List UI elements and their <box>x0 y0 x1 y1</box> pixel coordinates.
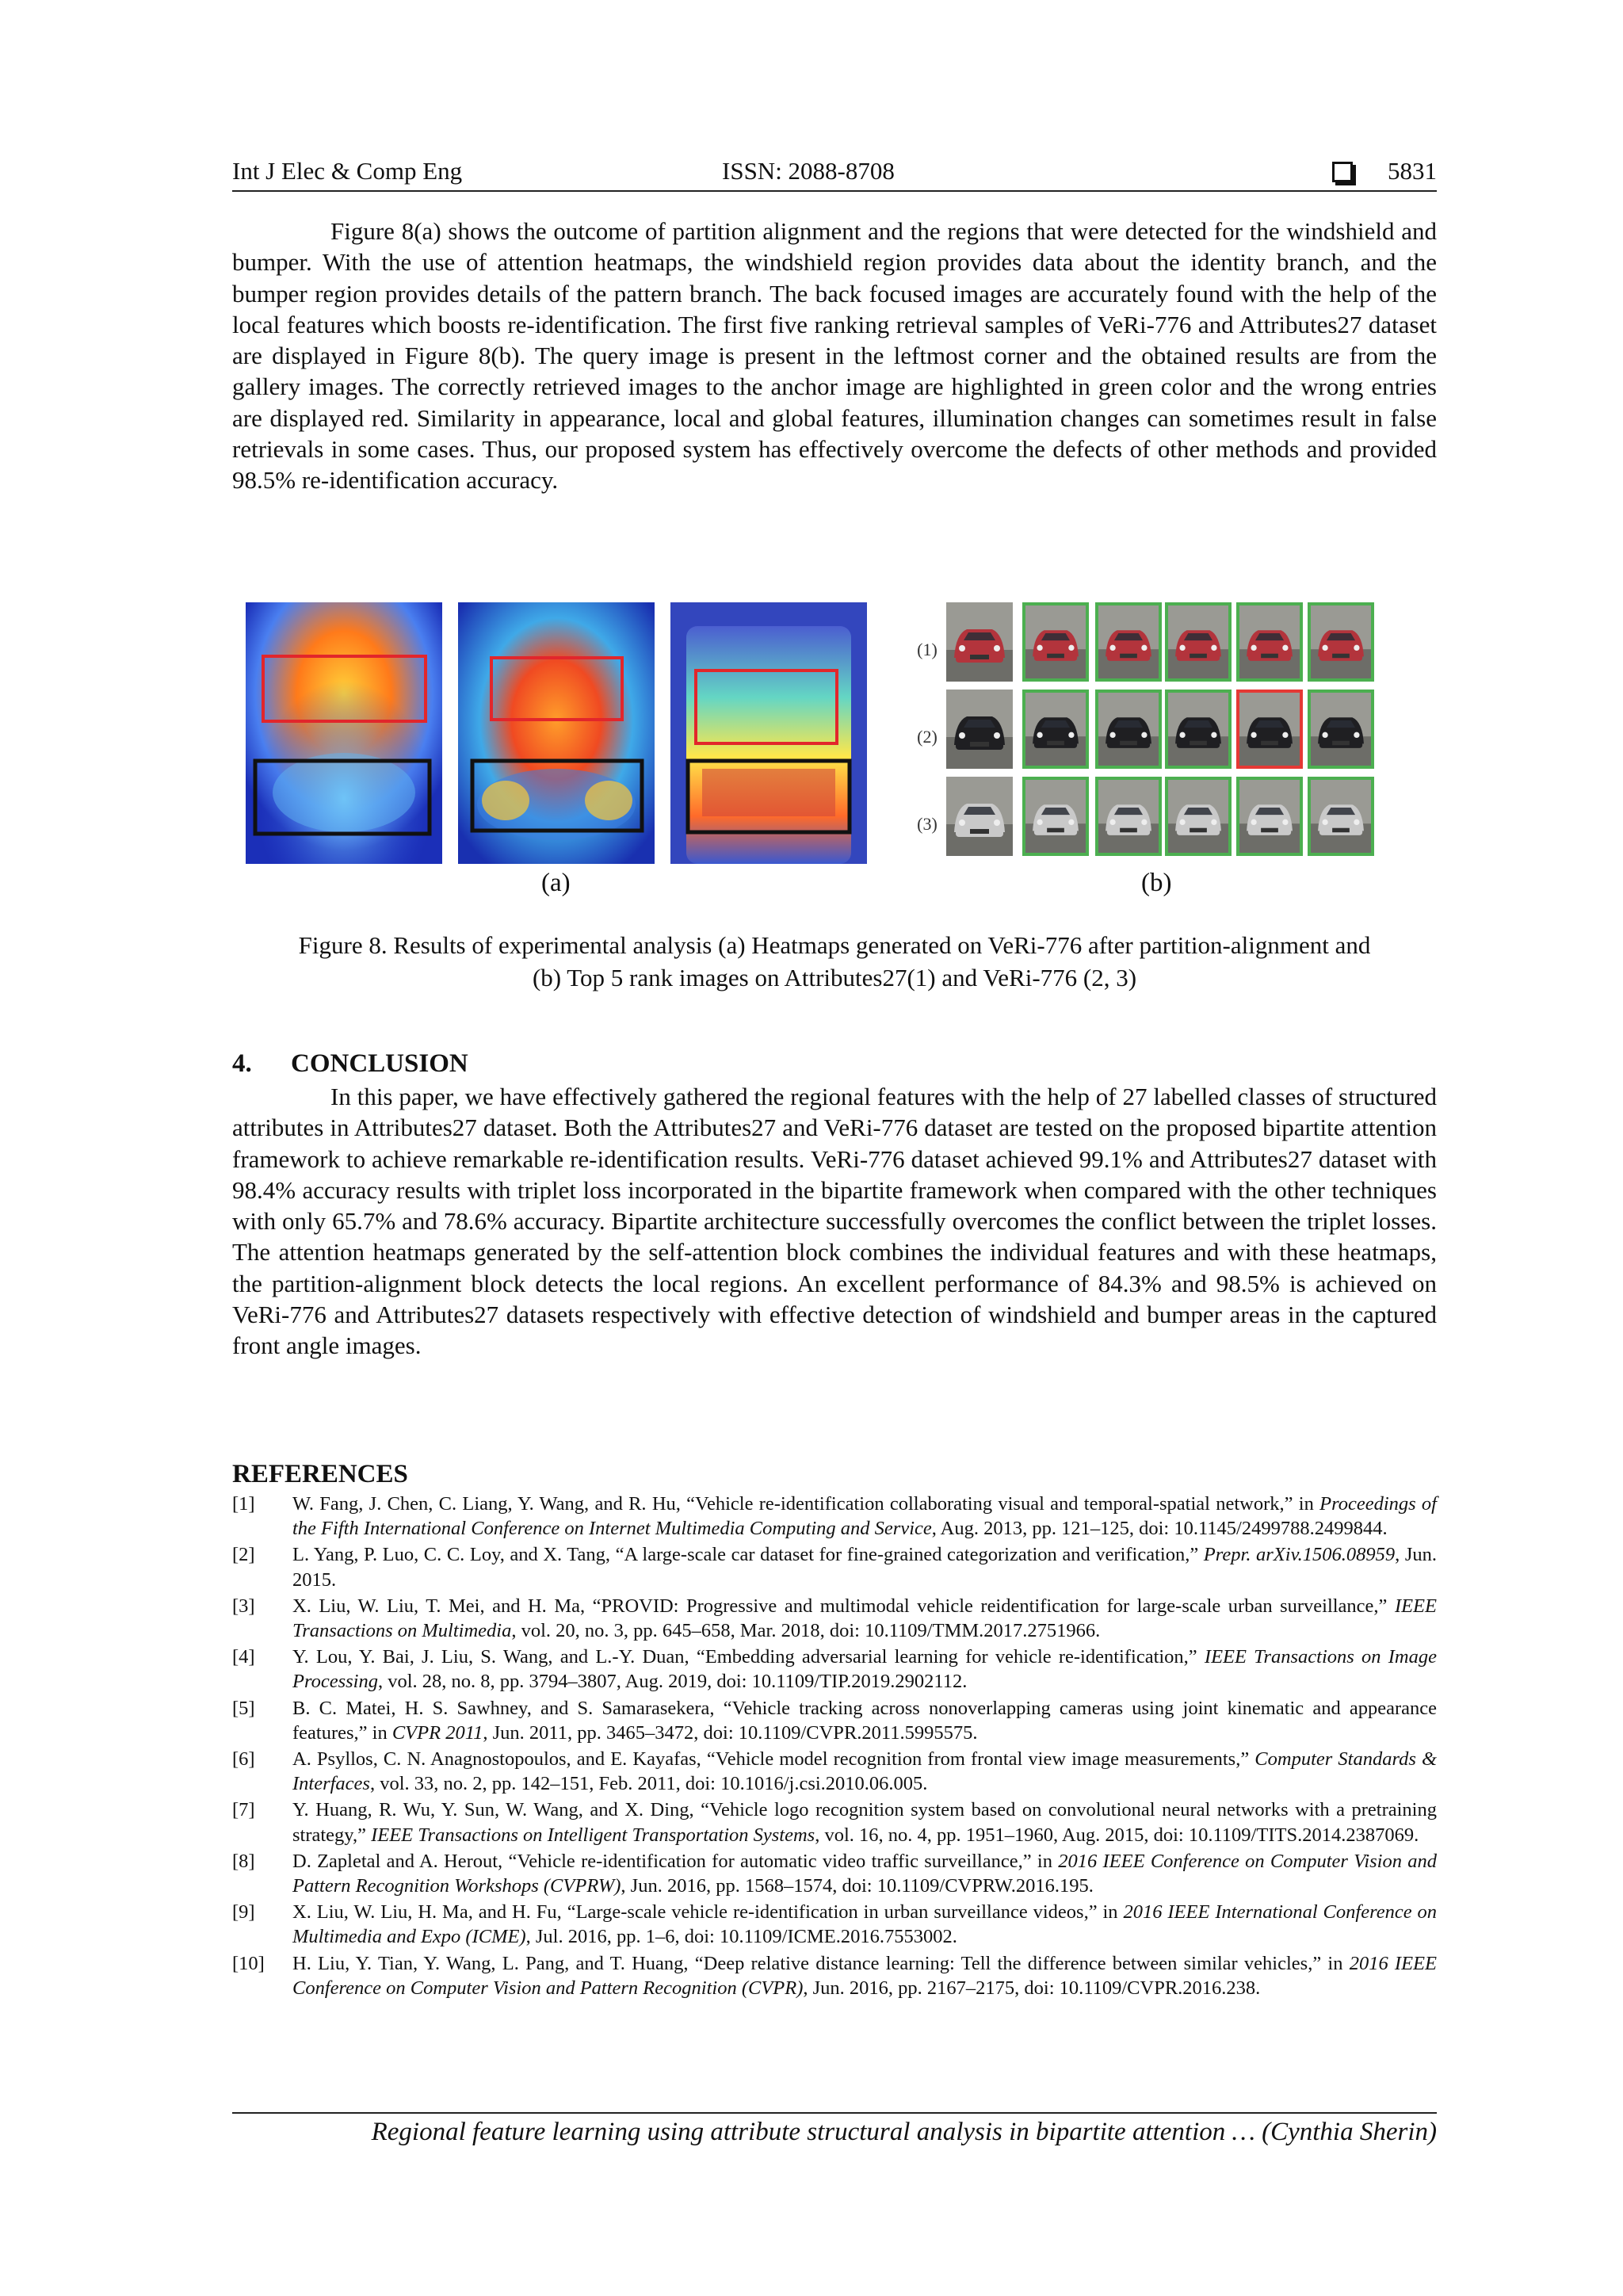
reference-text: H. Liu, Y. Tian, Y. Wang, L. Pang, and T. Huang, “Deep relative distance learning: Tell the difference between similar vehicles,” in <box>292 1952 1350 1974</box>
section-heading <box>232 1049 468 1079</box>
row-label-2: (2) <box>917 727 938 747</box>
reference-text: A. Psyllos, C. N. Anagnostopoulos, and E. Kayafas, “Vehicle model recognition from frontal view image measurements,” <box>292 1748 1255 1771</box>
correct-result-image <box>1095 602 1162 682</box>
reference-number: [3] <box>232 1595 255 1617</box>
reference-number: [5] <box>232 1697 255 1719</box>
reference-venue: 2016 IEEE Conference on Computer Vision and Pattern Recognition Workshops (CVPRW) <box>292 1850 1438 1897</box>
reference-number: [1] <box>232 1493 255 1515</box>
reference-details: , Jun. 2016, pp. 1568–1574, doi: 10.1109/CVPRW.2016.195. <box>621 1875 1094 1897</box>
correct-result-image <box>1095 690 1162 769</box>
journal-name: Int J Elec & Comp Eng <box>232 157 463 185</box>
correct-result-image <box>1308 777 1374 856</box>
figure-label-b: (b) <box>1141 869 1172 897</box>
reference-item <box>232 1797 1437 1847</box>
reference-item <box>232 1645 1437 1694</box>
wrong-result-image <box>1236 690 1303 769</box>
section-title: CONCLUSION <box>291 1049 468 1078</box>
footer-rule <box>232 2112 1437 2114</box>
reference-item <box>232 1696 1437 1745</box>
reference-details: , Jul. 2016, pp. 1–6, doi: 10.1109/ICME.2016.7553002. <box>525 1926 957 1948</box>
reference-text: Y. Huang, R. Wu, Y. Sun, W. Wang, and X. Ding, “Vehicle logo recognition system based on convolutional neural networks with a pretraining strategy,” <box>292 1799 1437 1846</box>
reference-text: B. C. Matei, H. S. Sawhney, and S. Samarasekera, “Vehicle tracking across nonoverlapping cameras using joint kinematic and appearance features,” in <box>292 1697 1437 1744</box>
correct-result-image <box>1308 690 1374 769</box>
query-image <box>946 602 1013 682</box>
reference-item <box>232 1900 1437 1949</box>
references-heading: REFERENCES <box>232 1460 408 1488</box>
correct-result-image <box>1308 602 1374 682</box>
running-header <box>232 155 1437 192</box>
query-image <box>946 690 1013 769</box>
query-image <box>946 777 1013 856</box>
reference-text: D. Zapletal and A. Herout, “Vehicle re-identification for automatic video traffic surveillance,” in <box>292 1850 1059 1872</box>
reference-details: , Aug. 2013, pp. 121–125, doi: 10.1145/2499788.2499844. <box>931 1518 1388 1540</box>
reference-details: , vol. 28, no. 8, pp. 3794–3807, Aug. 2019, doi: 10.1109/TIP.2019.2902112. <box>377 1671 968 1693</box>
correct-result-image <box>1165 690 1232 769</box>
reference-details: , vol. 20, no. 3, pp. 645–658, Mar. 2018, doi: 10.1109/TMM.2017.2751966. <box>511 1620 1101 1642</box>
correct-result-image <box>1165 602 1232 682</box>
correct-result-image <box>1022 602 1089 682</box>
reference-text: X. Liu, W. Liu, T. Mei, and H. Ma, “PROVID: Progressive and multimodal vehicle reidentification for large-scale urban surveillance,” <box>292 1595 1395 1617</box>
heatmap-image-1 <box>246 602 442 864</box>
correct-result-image <box>1022 777 1089 856</box>
reference-venue: 2016 IEEE Conference on Computer Vision and Pattern Recognition (CVPR) <box>292 1952 1437 1999</box>
reference-text: L. Yang, P. Luo, C. C. Loy, and X. Tang, “A large-scale car dataset for fine-grained categorization and verification,” <box>292 1544 1204 1566</box>
reference-text: W. Fang, J. Chen, C. Liang, Y. Wang, and R. Hu, “Vehicle re-identification collaborating visual and temporal-spatial network,” in <box>292 1493 1320 1515</box>
running-footer: Regional feature learning using attribute structural analysis in bipartite attention … (Cynthia Sherin) <box>371 2118 1437 2146</box>
conclusion-paragraph <box>232 1081 1437 1362</box>
intro-paragraph <box>232 216 1437 496</box>
conclusion-text: In this paper, we have effectively gathered the regional features with the help of 27 labelled classes of structured attributes in Attributes27 dataset. Both the Attributes27 and VeRi-776 dataset are tested on the proposed bipartite attention framework to achieve remarkable re-identification results. VeRi-776 dataset achieved 99.1% and Attributes27 dataset with 98.4% accuracy results with triplet loss incorporated in the bipartite framework when compared with the other techniques with only 65.7% and 78.6% accuracy. Bipartite architecture successfully overcomes the conflict between the triplet losses. The attention heatmaps generated by the self-attention block combines the individual features and with these heatmaps, the partition-alignment block detects the local regions. An excellent performance of 84.3% and 98.5% is achieved on VeRi-776 and Attributes27 datasets respectively with effective detection of windshield and bumper areas in the captured front angle images. <box>232 1083 1437 1360</box>
reference-details: , vol. 16, no. 4, pp. 1951–1960, Aug. 2015, doi: 10.1109/TITS.2014.2387069. <box>815 1824 1419 1846</box>
row-label-1: (1) <box>917 640 938 659</box>
section-number: 4. <box>232 1049 252 1078</box>
page-number: 5831 <box>1388 157 1437 185</box>
reference-item <box>232 1492 1437 1541</box>
correct-result-image <box>1095 777 1162 856</box>
references-list <box>232 1492 1437 2002</box>
reference-details: , Jun. 2015. <box>292 1544 1437 1591</box>
reference-details: , Jun. 2011, pp. 3465–3472, doi: 10.1109/CVPR.2011.5995575. <box>483 1721 978 1744</box>
reference-number: [7] <box>232 1799 255 1821</box>
correct-result-image <box>1236 602 1303 682</box>
reference-venue: IEEE Transactions on Intelligent Transportation Systems <box>371 1824 815 1846</box>
reference-venue: Proceedings of the Fifth International Conference on Internet Multimedia Computing and Service <box>292 1493 1437 1540</box>
reference-item <box>232 1542 1437 1591</box>
figure-label-a: (a) <box>541 869 571 897</box>
reference-item <box>232 1849 1437 1898</box>
retrieval-grid <box>911 594 1403 864</box>
reference-venue: IEEE Transactions on Image Processing <box>292 1646 1437 1693</box>
reference-text: X. Liu, W. Liu, H. Ma, and H. Fu, “Large-scale vehicle re-identification in urban surveillance videos,” in <box>292 1901 1124 1924</box>
reference-item <box>232 1747 1437 1796</box>
reference-text: Y. Lou, Y. Bai, J. Liu, S. Wang, and L.-Y. Duan, “Embedding adversarial learning for vehicle re-identification,” <box>292 1646 1205 1668</box>
issn: ISSN: 2088-8708 <box>722 157 895 185</box>
reference-number: [10] <box>232 1952 265 1974</box>
reference-venue: CVPR 2011 <box>391 1721 483 1744</box>
reference-number: [9] <box>232 1901 255 1924</box>
reference-number: [2] <box>232 1544 255 1566</box>
correct-result-image <box>1165 777 1232 856</box>
heatmap-image-2 <box>458 602 655 864</box>
correct-result-image <box>1022 690 1089 769</box>
reference-venue: 2016 IEEE International Conference on Multimedia and Expo (ICME) <box>292 1901 1437 1948</box>
checkbox-square-icon <box>1332 162 1353 182</box>
reference-venue: Prepr. arXiv.1506.08959 <box>1203 1544 1396 1566</box>
heatmap-image-3 <box>670 602 867 864</box>
figure-caption-line-2: (b) Top 5 rank images on Attributes27(1) and VeRi-776 (2, 3) <box>532 964 1137 991</box>
reference-venue: Computer Standards & Interfaces <box>292 1748 1437 1795</box>
reference-number: [6] <box>232 1748 255 1771</box>
figure-caption <box>232 929 1437 994</box>
reference-details: , vol. 33, no. 2, pp. 142–151, Feb. 2011, doi: 10.1016/j.csi.2010.06.005. <box>369 1773 928 1795</box>
row-label-3: (3) <box>917 814 938 834</box>
figure-caption-line-1: Figure 8. Results of experimental analysis (a) Heatmaps generated on VeRi-776 after partition-alignment and <box>298 931 1371 959</box>
reference-details: , Jun. 2016, pp. 2167–2175, doi: 10.1109/CVPR.2016.238. <box>803 1977 1261 1999</box>
reference-number: [4] <box>232 1646 255 1668</box>
correct-result-image <box>1236 777 1303 856</box>
intro-paragraph-text: Figure 8(a) shows the outcome of partition alignment and the regions that were detected for the windshield and bumper. With the use of attention heatmaps, the windshield region provides data about the identity branch, and the bumper region provides details of the pattern branch. The back focused images are accurately found with the help of the local features which boosts re-identification. The first five ranking retrieval samples of VeRi-776 and Attributes27 dataset are displayed in Figure 8(b). The query image is present in the leftmost corner and the obtained results are from the gallery images. The correctly retrieved images to the anchor image are highlighted in green color and the wrong entries are displayed red. Similarity in appearance, local and global features, illumination changes can sometimes result in false retrievals in some cases. Thus, our proposed system has effectively overcome the defects of other methods and provided 98.5% re-identification accuracy. <box>232 217 1437 495</box>
figure-8 <box>246 594 1403 888</box>
reference-item <box>232 1594 1437 1643</box>
reference-venue: IEEE Transactions on Multimedia <box>292 1595 1437 1642</box>
reference-item <box>232 1951 1437 2000</box>
reference-number: [8] <box>232 1850 255 1872</box>
